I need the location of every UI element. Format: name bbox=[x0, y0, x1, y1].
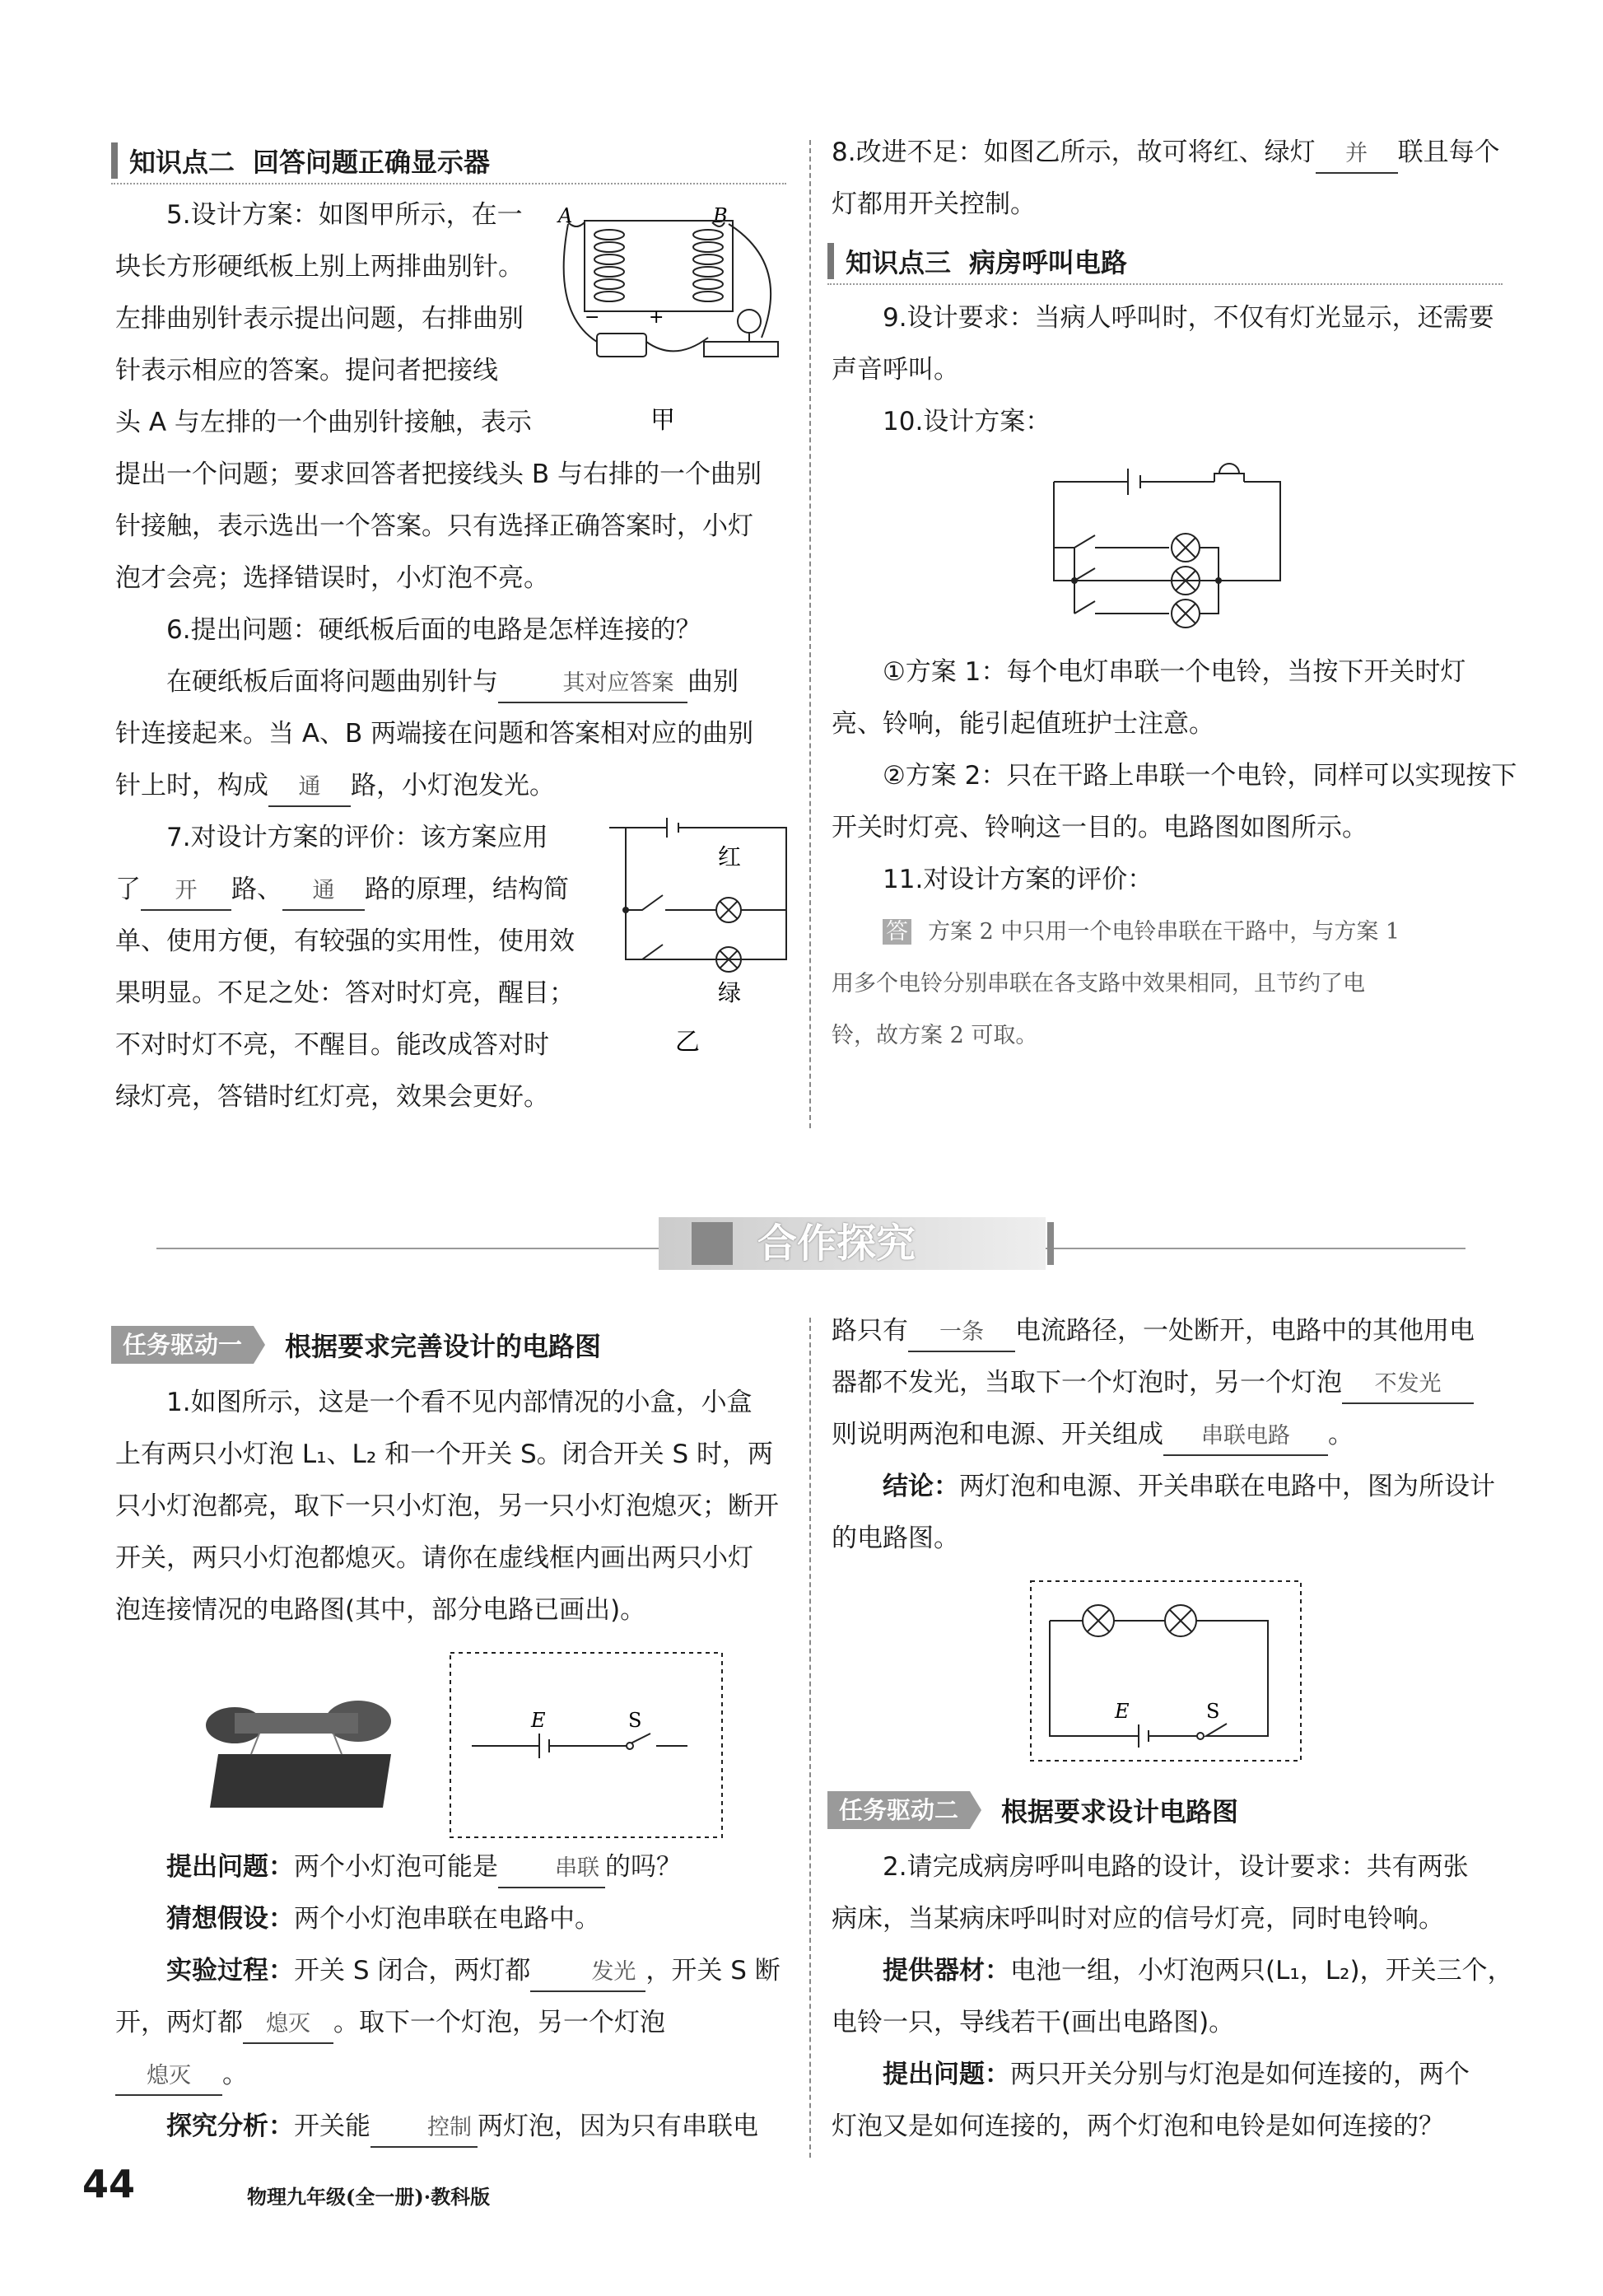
label-s: S bbox=[628, 1709, 642, 1732]
text: 器都不发光，当取下一个灯泡时，另一个灯泡 bbox=[832, 1368, 1342, 1398]
label-b: B bbox=[713, 204, 728, 227]
q5-line: 块长方形硬纸板上别上两排曲别针。 bbox=[115, 252, 524, 282]
equipment-line: 电铃一只，导线若干(画出电路图)。 bbox=[832, 2008, 1235, 2037]
plan2-line: 开关时灯亮、铃响这一目的。电路图如图所示。 bbox=[832, 813, 1368, 842]
answer-blank: 串联 bbox=[498, 1850, 605, 1888]
answer-line bbox=[832, 906, 1519, 958]
q9-line: 9.设计要求：当病人呼叫时，不仅有灯光显示，还需要 bbox=[883, 303, 1494, 333]
answer-blank: 控制 bbox=[370, 2110, 478, 2148]
knowledge-point-2-header bbox=[111, 140, 490, 181]
task-2-header bbox=[827, 1791, 1238, 1829]
text: 。取下一个灯泡，另一个灯泡 bbox=[333, 2008, 665, 2037]
experiment-line bbox=[115, 1945, 790, 1997]
header-bar bbox=[111, 142, 118, 179]
text: ，开关 S 断 bbox=[645, 1956, 781, 1986]
task-1-header bbox=[111, 1326, 601, 1364]
kp-tag: 知识点三 bbox=[846, 247, 952, 278]
q11-line: 11.对设计方案的评价： bbox=[883, 865, 1153, 894]
task-arrow bbox=[254, 1326, 265, 1364]
guess-line bbox=[115, 1893, 790, 1945]
q8-line bbox=[832, 127, 1519, 179]
kp-tag: 知识点二 bbox=[129, 147, 235, 178]
text: 开，两灯都 bbox=[115, 2008, 243, 2037]
answer-blank: 其对应答案 bbox=[498, 665, 687, 703]
task-title: 根据要求设计电路图 bbox=[1001, 1796, 1239, 1827]
q5-line: 针表示相应的答案。提问者把接线 bbox=[115, 356, 498, 385]
p1-line: 开关，两只小灯泡都熄灭。请你在虚线框内画出两只小灯 bbox=[115, 1543, 753, 1573]
answer-blank: 不发光 bbox=[1342, 1366, 1474, 1404]
series-circuit-box bbox=[1029, 1580, 1305, 1765]
label: 提出问题： bbox=[883, 2060, 1010, 2089]
answer-blank: 熄灭 bbox=[243, 2006, 333, 2044]
right-top-text-c bbox=[832, 646, 1519, 1062]
column-divider bbox=[809, 1318, 811, 2158]
plan2-line: ②方案 2：只在干路上串联一个电铃，同样可以实现按下 bbox=[883, 761, 1517, 791]
p1-line: 1.如图所示，这是一个看不见内部情况的小盒，小盒 bbox=[166, 1388, 753, 1417]
separator bbox=[827, 283, 1503, 285]
answer-blank: 发光 bbox=[530, 1954, 645, 1992]
separator bbox=[111, 183, 786, 184]
right-bottom-text-b bbox=[832, 1841, 1519, 2153]
task-tag: 任务驱动二 bbox=[827, 1791, 970, 1829]
answer-line: 用多个电铃分别串联在各支路中效果相同，且节约了电 bbox=[832, 971, 1365, 996]
text: 曲别 bbox=[687, 667, 739, 697]
q10-line: 10.设计方案： bbox=[883, 407, 1051, 436]
p2-line: 2.请完成病房呼叫电路的设计，设计要求：共有两张 bbox=[883, 1852, 1469, 1882]
label-minus: − bbox=[585, 307, 600, 328]
figure-ward-circuit bbox=[1050, 457, 1297, 642]
text: 两只开关分别与灯泡是如何连接的，两个 bbox=[1010, 2060, 1470, 2089]
question-line: 灯泡又是如何连接的，两个灯泡和电铃是如何连接的？ bbox=[832, 2112, 1444, 2141]
q5-line: 左排曲别针表示提出问题，右排曲别 bbox=[115, 304, 524, 334]
label: 实验过程： bbox=[166, 1956, 294, 1986]
p1-line: 泡连接情况的电路图(其中，部分电路已画出)。 bbox=[115, 1595, 646, 1625]
task-tag: 任务驱动一 bbox=[111, 1326, 254, 1364]
q9-line: 声音呼叫。 bbox=[832, 355, 959, 385]
banner-decoration bbox=[692, 1222, 733, 1265]
text: 两个小灯泡可能是 bbox=[294, 1852, 498, 1882]
text: 针上时，构成 bbox=[115, 771, 268, 800]
answer-blank: 通 bbox=[268, 769, 351, 807]
label: 结论： bbox=[883, 1472, 959, 1501]
p1-line: 只小灯泡都亮，取下一只小灯泡，另一只小灯泡熄灭；断开 bbox=[115, 1491, 779, 1521]
q5-line: 5.设计方案：如图甲所示，在一 bbox=[166, 200, 523, 230]
answer-line: 铃，故方案 2 可取。 bbox=[832, 1023, 1038, 1048]
kp-title: 回答问题正确显示器 bbox=[253, 147, 491, 178]
q7-line: 单、使用方便，有较强的实用性，使用效 bbox=[115, 926, 575, 956]
task-arrow bbox=[970, 1791, 981, 1829]
banner-end-bar bbox=[1047, 1222, 1054, 1265]
conclusion-line bbox=[832, 1461, 1519, 1513]
q5-line: 提出一个问题；要求回答者把接线头 B 与右排的一个曲别 bbox=[115, 460, 762, 489]
banner-box bbox=[659, 1217, 1046, 1270]
task-title: 根据要求完善设计的电路图 bbox=[285, 1331, 602, 1362]
r-line bbox=[832, 1305, 1519, 1357]
text: 开关能 bbox=[294, 2112, 370, 2141]
q5-line: 泡才会亮；选择错误时，小灯泡不亮。 bbox=[115, 563, 549, 593]
q7-line: 不对时灯不亮，不醒目。能改成答对时 bbox=[115, 1030, 549, 1060]
label: 猜想假设： bbox=[166, 1904, 294, 1934]
figure-jia-label: 甲 bbox=[650, 406, 675, 435]
label-plus: + bbox=[649, 307, 664, 328]
box-photo bbox=[185, 1684, 408, 1816]
plan1-line: ①方案 1：每个电灯串联一个电铃，当按下开关时灯 bbox=[883, 657, 1466, 687]
p2-line: 病床，当某病床呼叫时对应的信号灯亮，同时电铃响。 bbox=[832, 1904, 1444, 1934]
analysis-line bbox=[115, 2101, 790, 2153]
text: 8.改进不足：如图乙所示，故可将红、绿灯 bbox=[832, 138, 1316, 167]
banner-title: 合作探究 bbox=[757, 1220, 916, 1267]
text: 路、 bbox=[231, 875, 282, 904]
text: 。 bbox=[222, 2060, 248, 2089]
label: 提出问题： bbox=[166, 1852, 294, 1882]
ask-line bbox=[115, 1841, 790, 1893]
answer-mark: 答 bbox=[883, 919, 911, 945]
r-line bbox=[832, 1409, 1519, 1461]
experiment-line bbox=[115, 2049, 790, 2101]
conclusion-line: 的电路图。 bbox=[832, 1524, 959, 1553]
knowledge-point-3-header bbox=[827, 240, 1127, 282]
p1-line: 上有两只小灯泡 L₁、L₂ 和一个开关 S。闭合开关 S 时，两 bbox=[115, 1440, 774, 1469]
q6c-line bbox=[115, 760, 790, 812]
left-bottom-text-b bbox=[115, 1841, 790, 2153]
q7-line: 果明显。不足之处：答对时灯亮，醒目； bbox=[115, 978, 575, 1008]
right-top-text-b bbox=[832, 292, 1519, 448]
right-bottom-text-a bbox=[832, 1305, 1519, 1565]
figure-yi-label: 乙 bbox=[675, 1028, 700, 1057]
answer-blank: 一条 bbox=[908, 1314, 1015, 1352]
label-s: S bbox=[1206, 1700, 1220, 1723]
text: 电流路径，一处断开，电路中的其他用电 bbox=[1015, 1316, 1475, 1346]
plan1-line: 亮、铃响，能引起值班护士注意。 bbox=[832, 709, 1214, 739]
left-bottom-text-a bbox=[115, 1377, 790, 1636]
column-divider bbox=[809, 140, 811, 1128]
figure-yi-circuit bbox=[601, 811, 799, 1058]
answer-blank: 通 bbox=[282, 873, 365, 911]
question-line bbox=[832, 2049, 1519, 2101]
q8-line: 灯都用开关控制。 bbox=[832, 189, 1036, 219]
text: 路的原理，结构简 bbox=[365, 875, 569, 904]
answer-text: 方案 2 中只用一个电铃串联在干路中，与方案 1 bbox=[928, 919, 1400, 945]
r-line bbox=[832, 1357, 1519, 1409]
label-a: A bbox=[558, 204, 573, 227]
text: 路，小灯泡发光。 bbox=[351, 771, 555, 800]
q6-line: 针连接起来。当 A、B 两端接在问题和答案相对应的曲别 bbox=[115, 719, 754, 749]
answer-blank: 熄灭 bbox=[115, 2058, 222, 2096]
kp-title: 病房呼叫电路 bbox=[969, 247, 1128, 278]
q6a-line bbox=[115, 656, 790, 708]
label-green: 绿 bbox=[718, 979, 742, 1006]
header-bar bbox=[827, 243, 834, 279]
text: 联且每个 bbox=[1397, 138, 1500, 167]
text: 电池一组，小灯泡两只(L₁，L₂)，开关三个， bbox=[1010, 1956, 1513, 1986]
text: 开关 S 闭合，两灯都 bbox=[294, 1956, 531, 1986]
experiment-line bbox=[115, 1997, 790, 2049]
text: 。 bbox=[1328, 1420, 1354, 1449]
text: 了 bbox=[115, 875, 141, 904]
text: 在硬纸板后面将问题曲别针与 bbox=[166, 667, 498, 697]
figure-jia-board bbox=[552, 198, 799, 436]
text: 则说明两泡和电源、开关组成 bbox=[832, 1420, 1163, 1449]
equipment-line bbox=[832, 1945, 1519, 1997]
label-e: E bbox=[1115, 1700, 1130, 1723]
label-e: E bbox=[531, 1709, 546, 1732]
dashed-circuit-box bbox=[449, 1651, 725, 1841]
right-top-text-a bbox=[832, 127, 1519, 231]
q6-line: 6.提出问题：硬纸板后面的电路是怎样连接的？ bbox=[166, 615, 701, 645]
answer-blank: 开 bbox=[141, 873, 231, 911]
answer-blank: 并 bbox=[1316, 136, 1398, 174]
text: 两个小灯泡串联在电路中。 bbox=[294, 1904, 600, 1934]
q5-line: 针接触，表示选出一个答案。只有选择正确答案时，小灯 bbox=[115, 511, 753, 541]
page-number: 44 bbox=[82, 2162, 136, 2206]
book-title: 物理九年级(全一册)·教科版 bbox=[247, 2185, 491, 2209]
text: 两灯泡，因为只有串联电 bbox=[478, 2112, 758, 2141]
text: 的吗？ bbox=[605, 1852, 682, 1882]
answer-blank: 串联电路 bbox=[1163, 1418, 1328, 1456]
label: 提供器材： bbox=[883, 1956, 1010, 1986]
label-red: 红 bbox=[718, 843, 742, 870]
q5-line: 头 A 与左排的一个曲别针接触，表示 bbox=[115, 408, 532, 437]
q7-line: 7.对设计方案的评价：该方案应用 bbox=[166, 823, 548, 852]
label: 探究分析： bbox=[166, 2112, 294, 2141]
q7-line: 绿灯亮，答错时红灯亮，效果会更好。 bbox=[115, 1082, 549, 1112]
text: 两灯泡和电源、开关串联在电路中，图为所设计 bbox=[959, 1472, 1495, 1501]
text: 路只有 bbox=[832, 1316, 908, 1346]
